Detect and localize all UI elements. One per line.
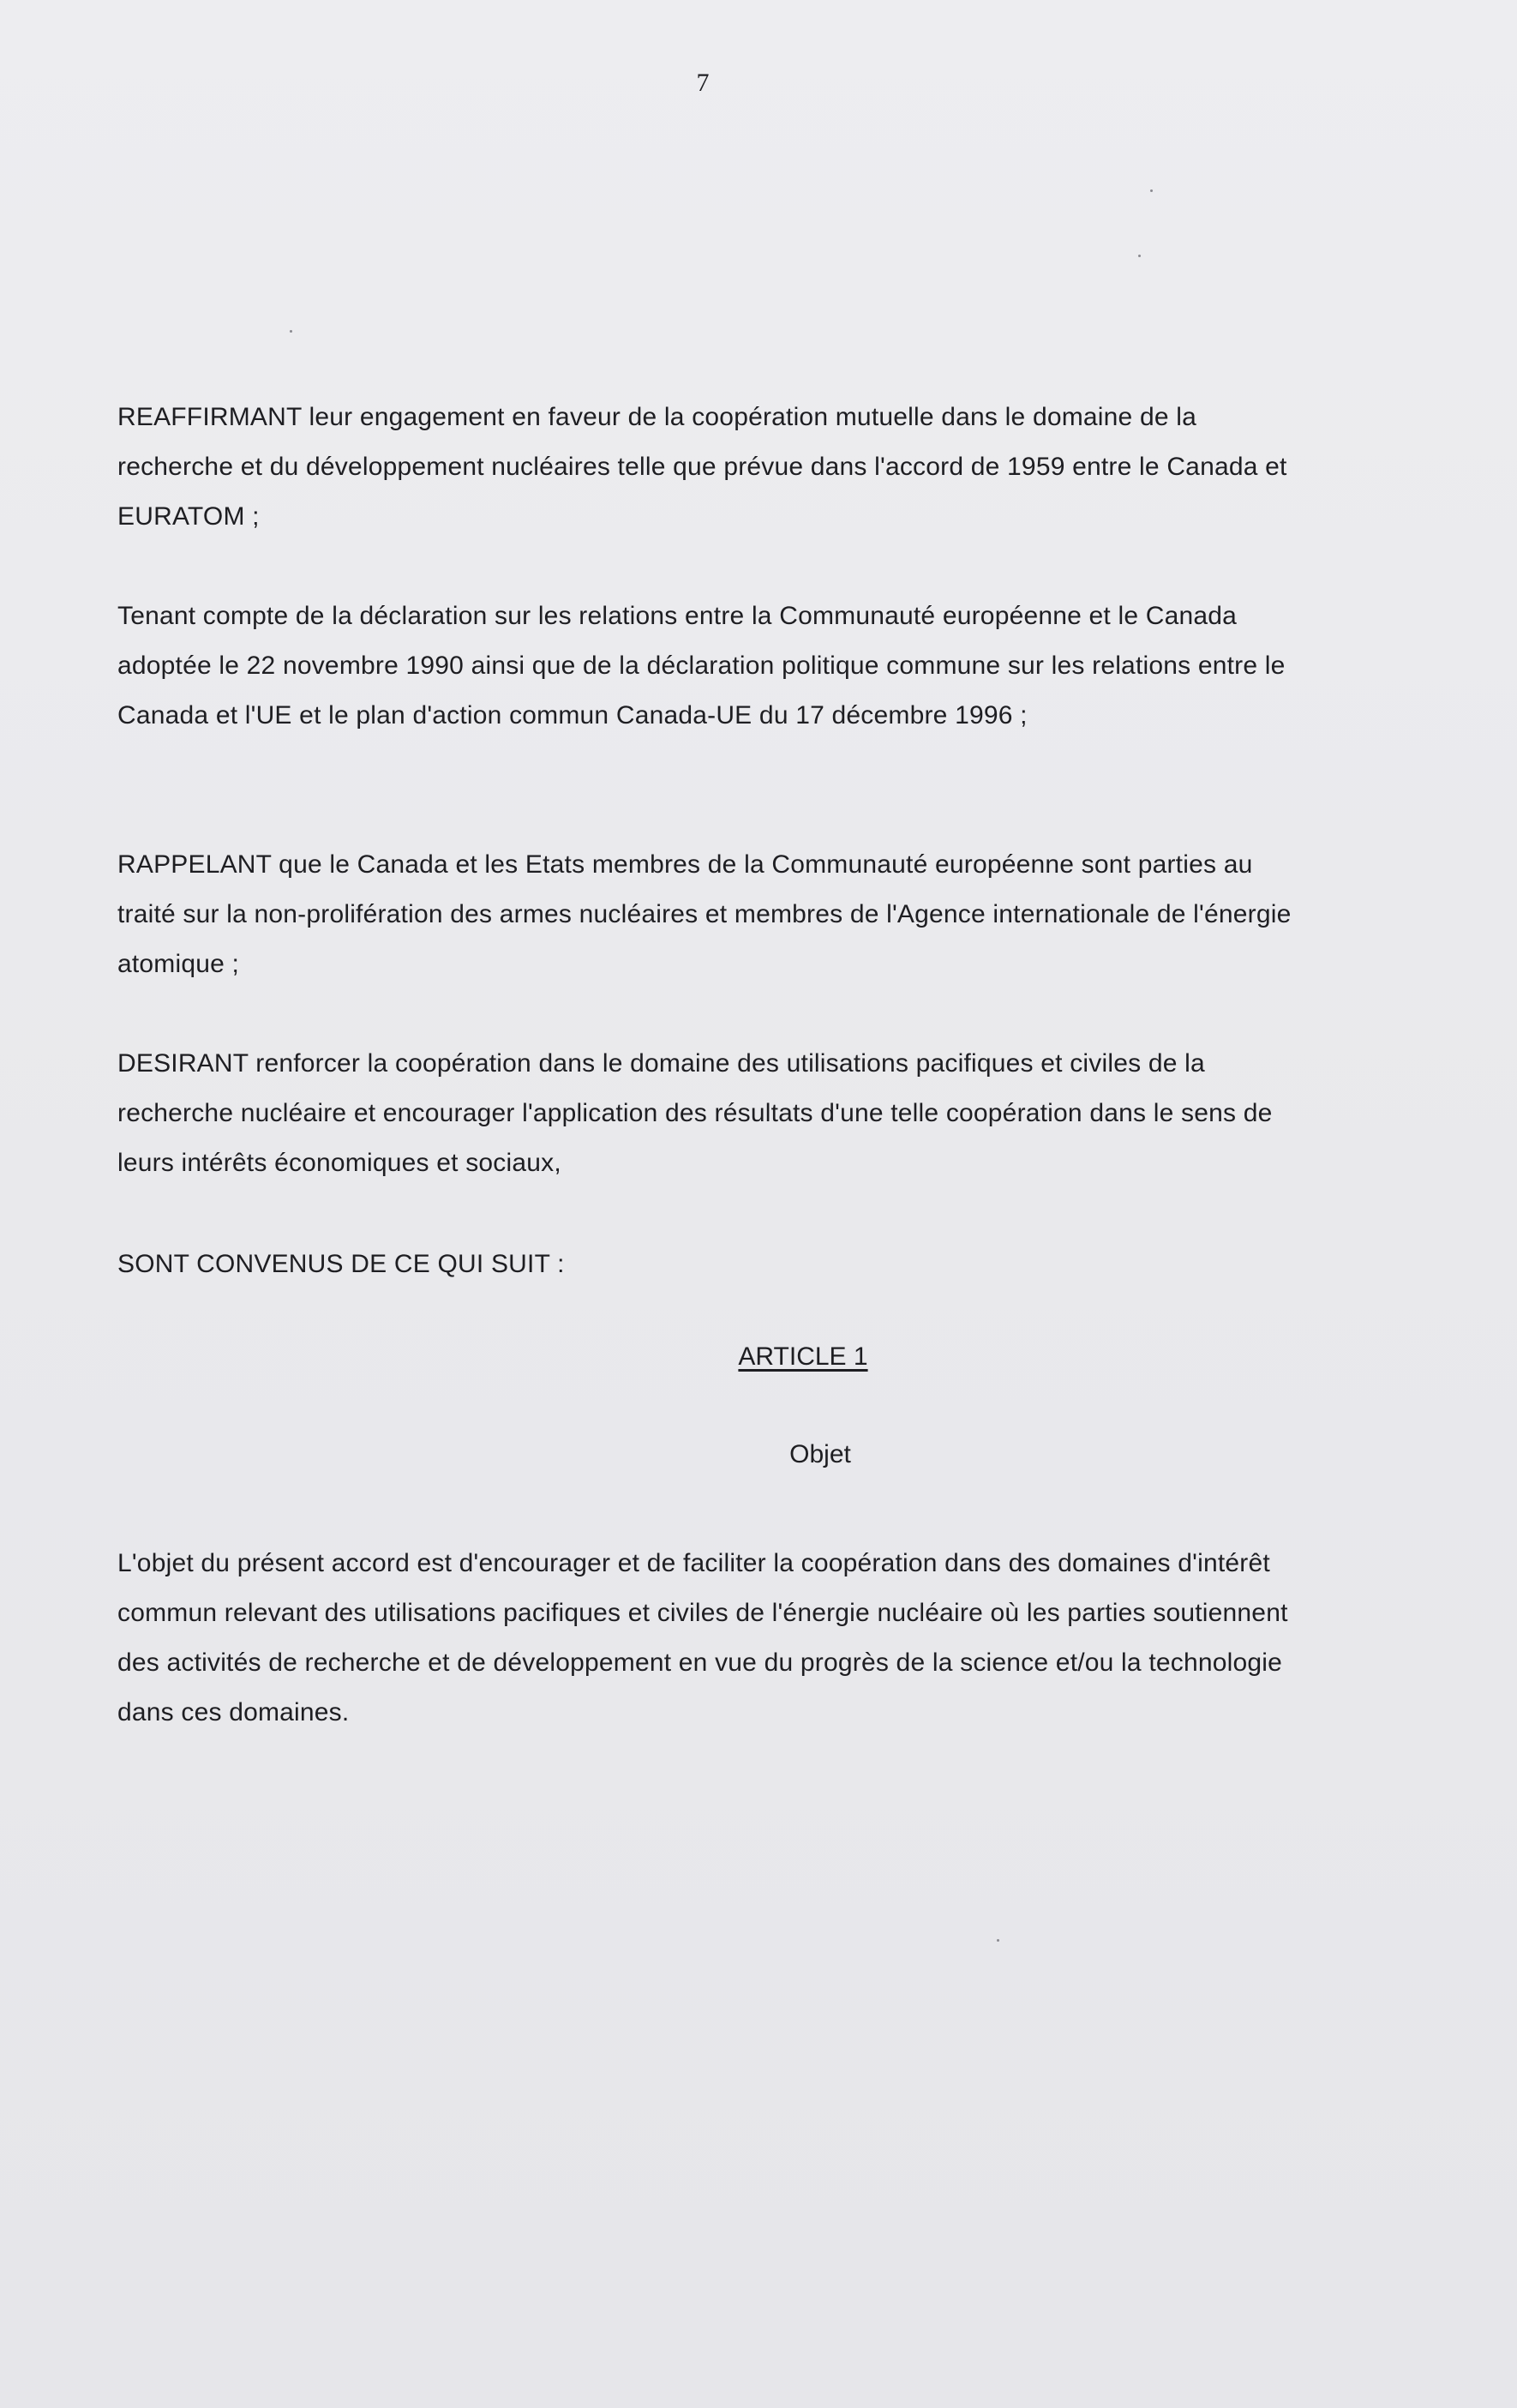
paragraph-article-body: L'objet du présent accord est d'encourager et de faciliter la coopération dans des domaines d'intérêt commun relevant des utilisations pacifiques et civiles de l'énergie nucléaire où les parties soutiennent des activités de recherche et de développement en vue du progrès de la science et/ou la technologie dans ces domaines. [117,1549,1288,1726]
scan-speck [1150,189,1153,192]
paragraph-desirant: DESIRANT renforcer la coopération dans le domaine des utilisations pacifiques et civiles de la recherche nucléaire et encourager l'application des résultats d'une telle coopération dans le sens de leurs intérêts économiques et sociaux, [117,1049,1273,1177]
paragraph-tenant-compte: Tenant compte de la déclaration sur les relations entre la Communauté européenne et le Canada adoptée le 22 novembre 1990 ainsi que de la déclaration politique commune sur les relations entre le Canada et l'UE et le plan d'action commun Canada-UE du 17 décembre 1996 ; [117,602,1286,730]
scan-speck [1138,255,1141,257]
article-heading [45,1342,1517,1372]
paragraph-rappelant: RAPPELANT que le Canada et les Etats membres de la Communauté européenne sont parties au traité sur la non-prolifération des armes nucléaires et membres de l'Agence internationale de l'énergie atomique ; [117,850,1292,978]
page-number: 7 [696,69,710,97]
scan-speck [997,1939,999,1942]
paragraph-reaffirmant: REAFFIRMANT leur engagement en faveur de la coopération mutuelle dans le domaine de la recherche et du développement nucléaires telle que prévue dans l'accord de 1959 entre le Canada et EURATOM ; [117,403,1287,531]
article-subtitle: Objet [789,1440,851,1468]
paragraph-sont-convenus: SONT CONVENUS DE CE QUI SUIT : [117,1250,565,1278]
article-title-text: ARTICLE 1 [738,1342,868,1371]
scan-speck [290,330,292,333]
